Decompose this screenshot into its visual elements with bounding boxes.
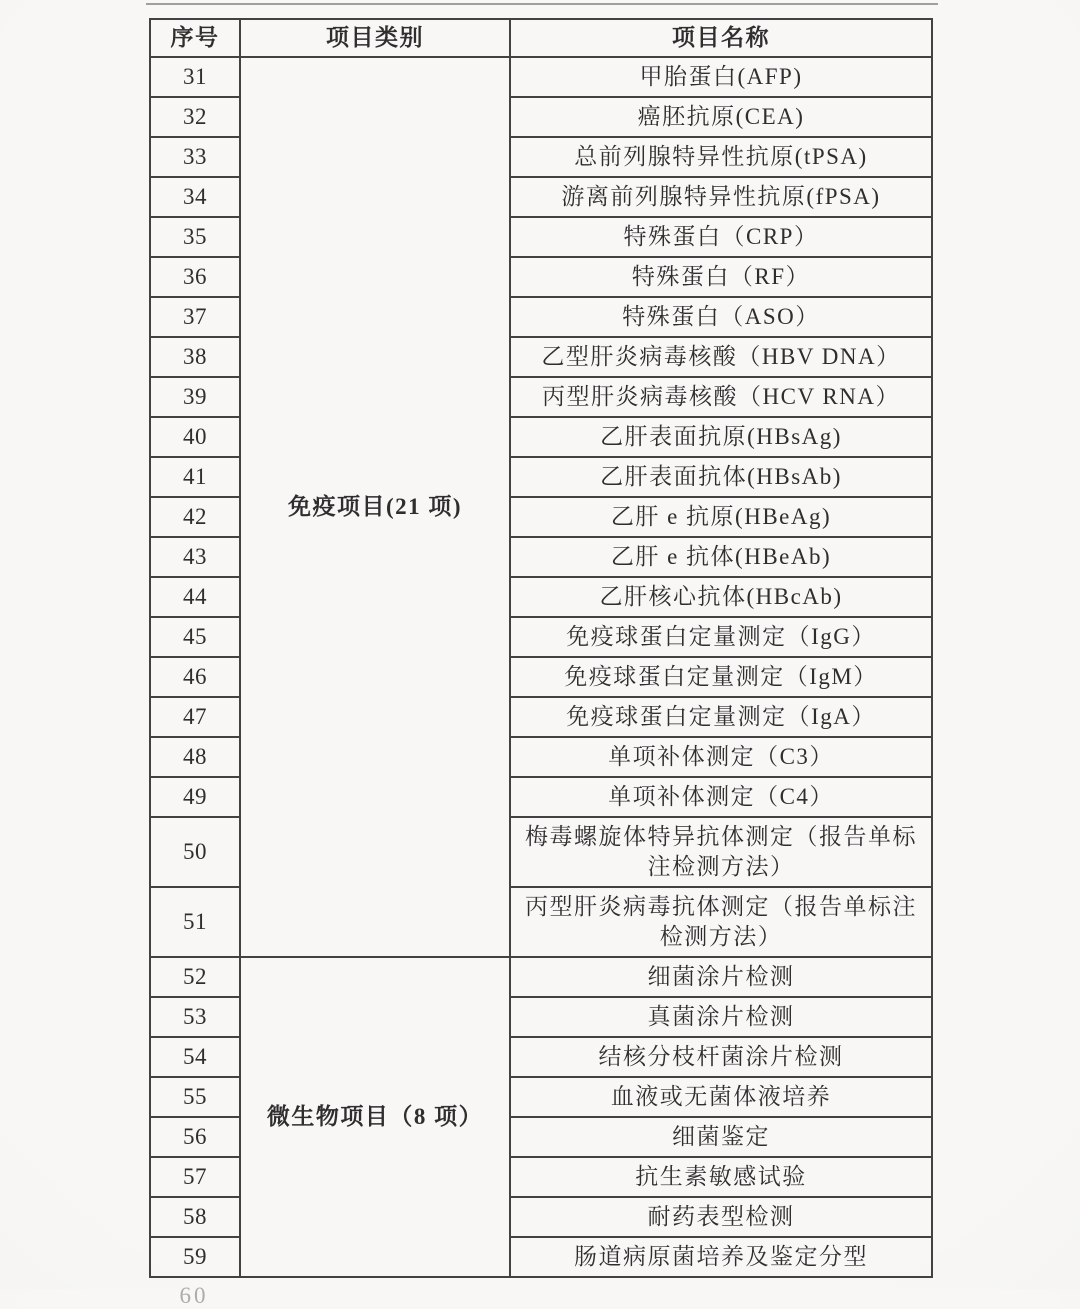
- item-name-cell: 乙型肝炎病毒核酸（HBV DNA）: [510, 337, 932, 377]
- item-name-cell: 乙肝表面抗原(HBsAg): [510, 417, 932, 457]
- serial-number-cell: 37: [150, 297, 240, 337]
- item-name-cell: 单项补体测定（C3）: [510, 737, 932, 777]
- item-name-cell: 耐药表型检测: [510, 1197, 932, 1237]
- serial-number-cell: 33: [150, 137, 240, 177]
- serial-number-cell: 48: [150, 737, 240, 777]
- serial-number-cell: 51: [150, 887, 240, 957]
- serial-number-cell: 44: [150, 577, 240, 617]
- table-row: [150, 957, 932, 997]
- category-cell: 免疫项目(21 项): [240, 57, 510, 957]
- item-name-cell: 甲胎蛋白(AFP): [510, 57, 932, 97]
- item-name-cell: 肠道病原菌培养及鉴定分型: [510, 1237, 932, 1277]
- item-name-cell: 乙肝表面抗体(HBsAb): [510, 457, 932, 497]
- serial-number-cell: 57: [150, 1157, 240, 1197]
- item-name-cell: 特殊蛋白（ASO）: [510, 297, 932, 337]
- item-name-cell: 免疫球蛋白定量测定（IgA）: [510, 697, 932, 737]
- table-header-row: [150, 19, 932, 57]
- table-body: [150, 57, 932, 1277]
- serial-number-cell: 50: [150, 817, 240, 887]
- serial-number-cell: 41: [150, 457, 240, 497]
- item-name-cell: 游离前列腺特异性抗原(fPSA): [510, 177, 932, 217]
- serial-number-cell: 40: [150, 417, 240, 457]
- item-name-cell: 抗生素敏感试验: [510, 1157, 932, 1197]
- lab-test-items-table: [149, 18, 933, 1278]
- serial-number-cell: 52: [150, 957, 240, 997]
- serial-number-cell: 43: [150, 537, 240, 577]
- serial-number-cell: 31: [150, 57, 240, 97]
- item-name-cell: 特殊蛋白（RF）: [510, 257, 932, 297]
- item-name-cell: 丙型肝炎病毒核酸（HCV RNA）: [510, 377, 932, 417]
- item-name-cell: 免疫球蛋白定量测定（IgM）: [510, 657, 932, 697]
- column-header-item-name: 项目名称: [510, 19, 932, 57]
- serial-number-cell: 45: [150, 617, 240, 657]
- serial-number-cell: 38: [150, 337, 240, 377]
- serial-number-cell: 49: [150, 777, 240, 817]
- column-header-category: 项目类别: [240, 19, 510, 57]
- item-name-cell: 乙肝 e 抗原(HBeAg): [510, 497, 932, 537]
- serial-number-cell: 58: [150, 1197, 240, 1237]
- serial-number-cell: 54: [150, 1037, 240, 1077]
- item-name-cell: 总前列腺特异性抗原(tPSA): [510, 137, 932, 177]
- serial-number-cell: 35: [150, 217, 240, 257]
- item-name-cell: 结核分枝杆菌涂片检测: [510, 1037, 932, 1077]
- column-header-serial-number: 序号: [150, 19, 240, 57]
- serial-number-cell: 47: [150, 697, 240, 737]
- next-row-number-partial: 60: [179, 1283, 209, 1308]
- item-name-cell: 特殊蛋白（CRP）: [510, 217, 932, 257]
- serial-number-cell: 36: [150, 257, 240, 297]
- item-name-cell: 细菌涂片检测: [510, 957, 932, 997]
- item-name-cell: 血液或无菌体液培养: [510, 1077, 932, 1117]
- item-name-cell: 真菌涂片检测: [510, 997, 932, 1037]
- item-name-cell: 乙肝 e 抗体(HBeAb): [510, 537, 932, 577]
- serial-number-cell: 53: [150, 997, 240, 1037]
- cropped-content-edge: [146, 3, 938, 5]
- item-name-cell: 乙肝核心抗体(HBcAb): [510, 577, 932, 617]
- item-name-cell: 癌胚抗原(CEA): [510, 97, 932, 137]
- item-name-cell: 梅毒螺旋体特异抗体测定（报告单标注检测方法）: [510, 817, 932, 887]
- item-name-cell: 免疫球蛋白定量测定（IgG）: [510, 617, 932, 657]
- serial-number-cell: 42: [150, 497, 240, 537]
- item-name-cell: 单项补体测定（C4）: [510, 777, 932, 817]
- serial-number-cell: 34: [150, 177, 240, 217]
- serial-number-cell: 56: [150, 1117, 240, 1157]
- item-name-cell: 丙型肝炎病毒抗体测定（报告单标注检测方法）: [510, 887, 932, 957]
- serial-number-cell: 46: [150, 657, 240, 697]
- serial-number-cell: 32: [150, 97, 240, 137]
- item-name-cell: 细菌鉴定: [510, 1117, 932, 1157]
- serial-number-cell: 59: [150, 1237, 240, 1277]
- table-row: [150, 57, 932, 97]
- serial-number-cell: 55: [150, 1077, 240, 1117]
- serial-number-cell: 39: [150, 377, 240, 417]
- category-cell: 微生物项目（8 项）: [240, 957, 510, 1277]
